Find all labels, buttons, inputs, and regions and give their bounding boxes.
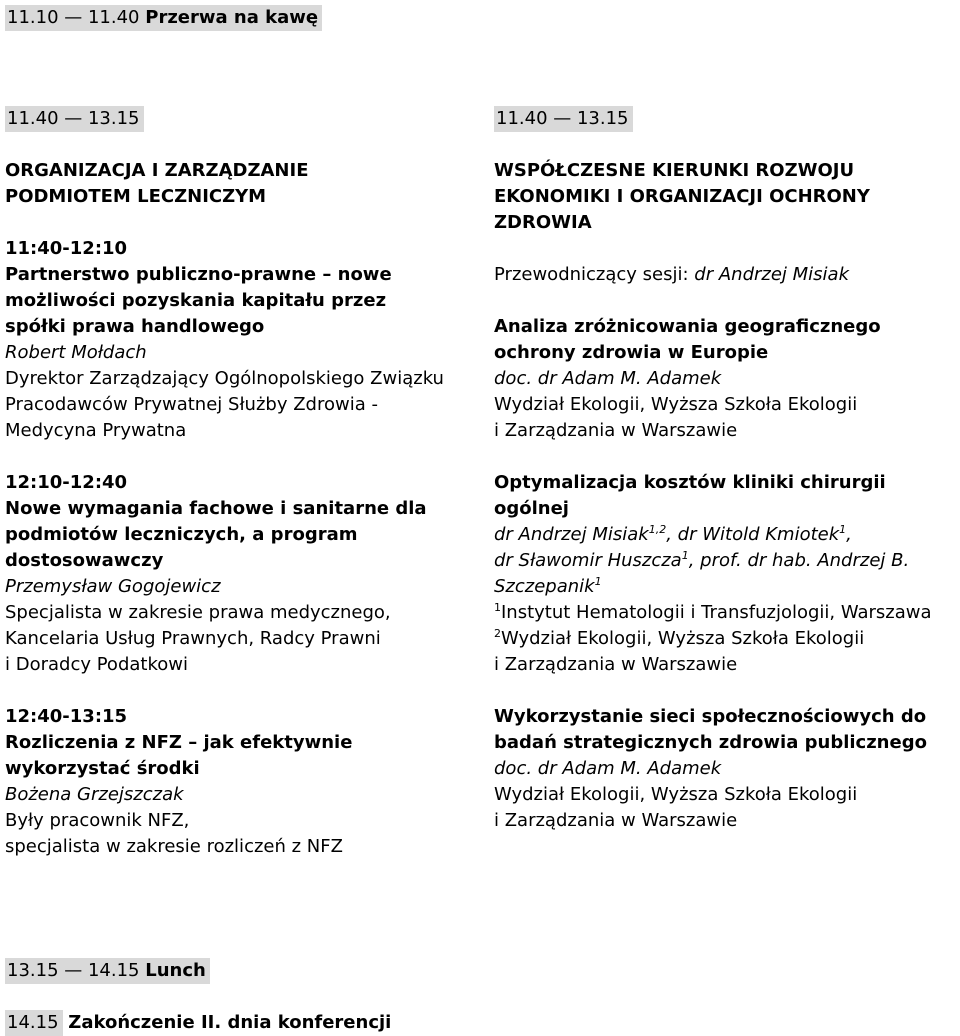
author-name: dr Sławomir Huszcza bbox=[494, 550, 682, 571]
coffee-break-banner bbox=[5, 5, 322, 31]
authors-line bbox=[494, 522, 956, 548]
closing-time: 14.15 bbox=[5, 1010, 63, 1036]
speaker-affiliation-line: Specjalista w zakresie prawa medycznego, bbox=[5, 602, 391, 623]
talk-item bbox=[5, 704, 475, 860]
left-session-heading-line: PODMIOTEM LECZNICZYM bbox=[5, 186, 267, 207]
author-sup: 1 bbox=[839, 523, 847, 536]
talk-title-line: Nowe wymagania fachowe i sanitarne dla bbox=[5, 498, 427, 519]
speaker-name: doc. dr Adam M. Adamek bbox=[494, 758, 722, 779]
session-chair-name: dr Andrzej Misiak bbox=[694, 264, 850, 285]
right-session-heading-line: WSPÓŁCZESNE KIERUNKI ROZWOJU bbox=[494, 160, 855, 181]
left-session bbox=[5, 106, 475, 860]
author-name: , dr Witold Kmiotek bbox=[666, 524, 840, 545]
talk-title-line: ochrony zdrowia w Europie bbox=[494, 342, 769, 363]
talk-item bbox=[5, 470, 475, 678]
authors-line bbox=[494, 548, 956, 574]
speaker-affiliation-line: specjalista w zakresie rozliczeń z NFZ bbox=[5, 836, 343, 857]
talk-title-line: wykorzystać środki bbox=[5, 758, 200, 779]
left-session-time: 11.40 — 13.15 bbox=[5, 106, 144, 132]
talk-time: 12:10-12:40 bbox=[5, 472, 128, 493]
talk-title-line: spółki prawa handlowego bbox=[5, 316, 265, 337]
right-session-time: 11.40 — 13.15 bbox=[494, 106, 633, 132]
affiliation-text: Wydział Ekologii, Wyższa Szkoła Ekologii bbox=[501, 628, 865, 649]
talk-title-line: ogólnej bbox=[494, 498, 569, 519]
closing-row bbox=[5, 1010, 391, 1036]
authors-line bbox=[494, 574, 956, 600]
talk-title-line: Analiza zróżnicowania geograficznego bbox=[494, 316, 881, 337]
lunch-banner bbox=[5, 958, 210, 984]
coffee-break-label: Przerwa na kawę bbox=[145, 7, 319, 28]
lunch-time: 13.15 — 14.15 bbox=[7, 960, 140, 981]
author-sup: 1,2 bbox=[648, 523, 667, 536]
talk-title-line: możliwości pozyskania kapitału przez bbox=[5, 290, 387, 311]
talk-title-line: Optymalizacja kosztów kliniki chirurgii bbox=[494, 472, 886, 493]
right-session bbox=[494, 106, 956, 834]
speaker-affiliation-line: Pracodawców Prywatnej Służby Zdrowia - bbox=[5, 394, 378, 415]
speaker-name: doc. dr Adam M. Adamek bbox=[494, 368, 722, 389]
right-session-heading-line: EKONOMIKI I ORGANIZACJI OCHRONY bbox=[494, 186, 870, 207]
speaker-affiliation-line: i Doradcy Podatkowi bbox=[5, 654, 188, 675]
talk-title-line: Partnerstwo publiczno-prawne – nowe bbox=[5, 264, 392, 285]
speaker-affiliation-line: Były pracownik NFZ, bbox=[5, 810, 190, 831]
affiliation-text: Instytut Hematologii i Transfuzjologii, Warszawa bbox=[501, 602, 932, 623]
talk-item bbox=[494, 470, 956, 678]
closing-label: Zakończenie II. dnia konferencji bbox=[68, 1012, 392, 1033]
speaker-affiliation-line: i Zarządzania w Warszawie bbox=[494, 654, 738, 675]
author-sup: 1 bbox=[681, 549, 689, 562]
lunch-label: Lunch bbox=[145, 960, 206, 981]
talk-title-line: badań strategicznych zdrowia publicznego bbox=[494, 732, 927, 753]
author-sep: , bbox=[846, 524, 852, 545]
left-session-heading-line: ORGANIZACJA I ZARZĄDZANIE bbox=[5, 160, 309, 181]
talk-item bbox=[494, 314, 956, 444]
speaker-affiliation-line: Dyrektor Zarządzający Ogólnopolskiego Związku bbox=[5, 368, 444, 389]
talk-time: 11:40-12:10 bbox=[5, 238, 128, 259]
speaker-affiliation-line: Wydział Ekologii, Wyższa Szkoła Ekologii bbox=[494, 784, 858, 805]
affiliation-sup: 2 bbox=[494, 627, 501, 640]
talk-title-line: podmiotów leczniczych, a program bbox=[5, 524, 358, 545]
speaker-affiliation-line: i Zarządzania w Warszawie bbox=[494, 810, 738, 831]
talk-item bbox=[5, 236, 475, 444]
affiliation-sup: 1 bbox=[494, 601, 501, 614]
author-name: , prof. dr hab. Andrzej B. bbox=[688, 550, 910, 571]
session-chair-label: Przewodniczący sesji: bbox=[494, 264, 695, 285]
speaker-name: Bożena Grzejszczak bbox=[5, 784, 184, 805]
speaker-affiliation-line: Medycyna Prywatna bbox=[5, 420, 187, 441]
talk-title-line: Wykorzystanie sieci społecznościowych do bbox=[494, 706, 927, 727]
lunch-row bbox=[5, 958, 210, 984]
speaker-name: Robert Mołdach bbox=[5, 342, 147, 363]
session-chair bbox=[494, 262, 956, 288]
coffee-break-time: 11.10 — 11.40 bbox=[7, 7, 140, 28]
speaker-affiliation-line bbox=[494, 600, 956, 626]
speaker-affiliation-line: i Zarządzania w Warszawie bbox=[494, 420, 738, 441]
speaker-affiliation-line bbox=[494, 626, 956, 652]
right-session-heading-line: ZDROWIA bbox=[494, 212, 592, 233]
coffee-break-row bbox=[5, 5, 322, 31]
author-sup: 1 bbox=[594, 575, 602, 588]
speaker-affiliation-line: Kancelaria Usług Prawnych, Radcy Prawni bbox=[5, 628, 381, 649]
author-name: dr Andrzej Misiak bbox=[494, 524, 649, 545]
talk-title-line: Rozliczenia z NFZ – jak efektywnie bbox=[5, 732, 353, 753]
speaker-affiliation-line: Wydział Ekologii, Wyższa Szkoła Ekologii bbox=[494, 394, 858, 415]
talk-item bbox=[494, 704, 956, 834]
speaker-name: Przemysław Gogojewicz bbox=[5, 576, 221, 597]
author-name: Szczepanik bbox=[494, 576, 595, 597]
talk-time: 12:40-13:15 bbox=[5, 706, 128, 727]
talk-title-line: dostosowawczy bbox=[5, 550, 164, 571]
